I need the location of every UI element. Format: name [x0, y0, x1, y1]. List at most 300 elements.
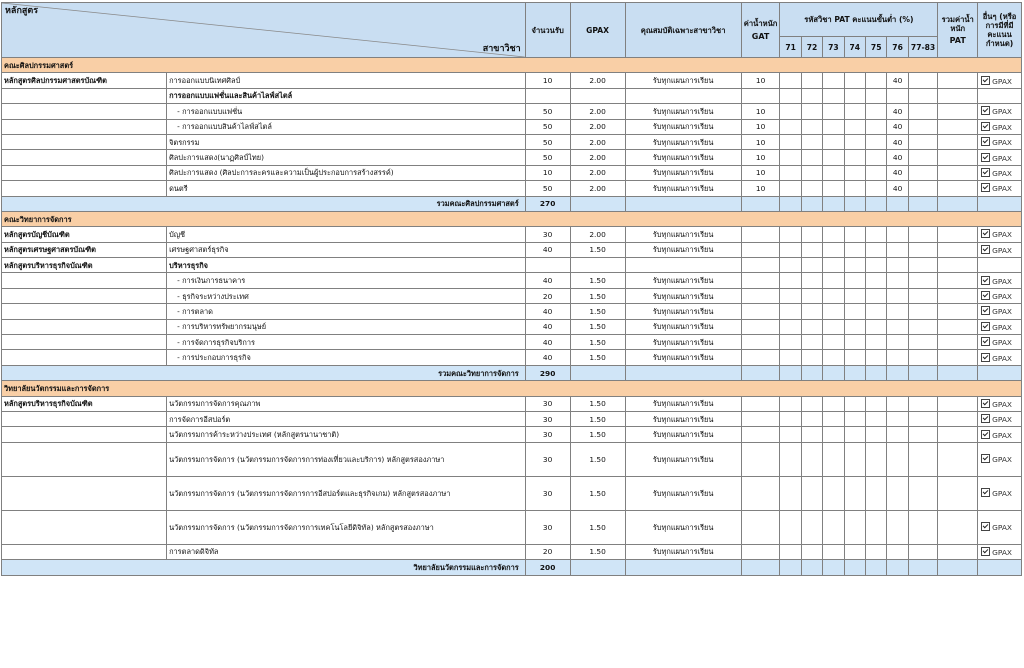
pat-cell: [844, 73, 865, 88]
pat-cell: [844, 350, 865, 365]
checkbox-checked-icon: [981, 229, 990, 238]
checkbox-checked-icon: [981, 399, 990, 408]
checkbox-checked-icon: [981, 430, 990, 439]
subtotal-empty: [801, 196, 822, 211]
gpax-cell: 1.50: [570, 335, 625, 350]
major-cell: ศิลปะการแสดง(นาฏศิลป์ไทย): [167, 150, 526, 165]
pat-76-cell: [887, 273, 908, 288]
pat-cell: [866, 288, 887, 303]
pat-cell: [780, 119, 801, 134]
pat-cell: [823, 319, 844, 334]
pat-cell: [844, 242, 865, 257]
qualification-cell: รับทุกแผนการเรียน: [625, 288, 741, 303]
pat-cell: [844, 134, 865, 149]
gpax-cell: 1.50: [570, 411, 625, 426]
major-cell: การออกแบบแฟชั่นและสินค้าไลฟ์สไตล์: [167, 88, 526, 103]
program-cell: หลักสูตรศิลปกรรมศาสตรบัณฑิต: [2, 73, 167, 88]
program-cell: [2, 150, 167, 165]
pat-cell: [801, 242, 822, 257]
pat-total-cell: [938, 411, 978, 426]
pat-cell: [908, 319, 938, 334]
pat-cell: [823, 396, 844, 411]
qualification-cell: [625, 258, 741, 273]
subtotal-empty: [780, 365, 801, 380]
subtotal-empty: [823, 196, 844, 211]
pat-code: 71: [780, 37, 801, 58]
pat-cell: [780, 304, 801, 319]
pat-cell: [908, 427, 938, 442]
gpax-cell: 1.50: [570, 350, 625, 365]
qualification-cell: รับทุกแผนการเรียน: [625, 104, 741, 119]
major-cell: การออกแบบนิเทศศิลป์: [167, 73, 526, 88]
pat-cell: [823, 442, 844, 476]
pat-cell: [801, 427, 822, 442]
program-cell: [2, 288, 167, 303]
subtotal-value: 200: [525, 560, 570, 575]
pat-cell: [780, 335, 801, 350]
gat-cell: [741, 442, 780, 476]
major-cell: - การออกแบบแฟชั่น: [167, 104, 526, 119]
pat-cell: [823, 273, 844, 288]
gpax-cell: 2.00: [570, 104, 625, 119]
seats-cell: 40: [525, 273, 570, 288]
qualification-cell: รับทุกแผนการเรียน: [625, 119, 741, 134]
table-row: [2, 73, 1022, 88]
major-cell: - การเงินการธนาคาร: [167, 273, 526, 288]
seats-cell: 30: [525, 427, 570, 442]
pat-cell: [908, 510, 938, 544]
table-row: [2, 304, 1022, 319]
pat-76-cell: [887, 258, 908, 273]
pat-cell: [908, 273, 938, 288]
checkbox-checked-icon: [981, 76, 990, 85]
subtotal-label: รวมคณะศิลปกรรมศาสตร์: [2, 196, 526, 211]
program-cell: [2, 350, 167, 365]
pat-cell: [908, 335, 938, 350]
pat-cell: [866, 396, 887, 411]
qualification-cell: รับทุกแผนการเรียน: [625, 319, 741, 334]
pat-cell: [780, 104, 801, 119]
pat-76-cell: [887, 544, 908, 559]
program-cell: [2, 88, 167, 103]
checkbox-checked-icon: [981, 122, 990, 131]
major-cell: บริหารธุรกิจ: [167, 258, 526, 273]
subtotal-value: 290: [525, 365, 570, 380]
pat-cell: [844, 442, 865, 476]
pat-cell: [866, 350, 887, 365]
pat-total-cell: [938, 510, 978, 544]
subtotal-row: [2, 196, 1022, 211]
qualification-cell: รับทุกแผนการเรียน: [625, 350, 741, 365]
major-cell: นวัตกรรมการจัดการ (นวัตกรรมการจัดการการท่องเที่ยวและบริการ) หลักสูตรสองภาษา: [167, 442, 526, 476]
pat-cell: [801, 73, 822, 88]
seats-cell: 50: [525, 104, 570, 119]
subtotal-empty: [741, 560, 780, 575]
pat-cell: [823, 258, 844, 273]
program-cell: หลักสูตรบริหารธุรกิจบัณฑิต: [2, 396, 167, 411]
program-cell: หลักสูตรเศรษฐศาสตรบัณฑิต: [2, 242, 167, 257]
pat-cell: [823, 181, 844, 196]
pat-cell: [844, 181, 865, 196]
subtotal-empty: [887, 560, 908, 575]
table-row: [2, 227, 1022, 242]
program-cell: หลักสูตรบริหารธุรกิจบัณฑิต: [2, 258, 167, 273]
subtotal-empty: [570, 365, 625, 380]
qualification-cell: รับทุกแผนการเรียน: [625, 396, 741, 411]
pat-76-cell: 40: [887, 181, 908, 196]
seats-cell: 30: [525, 510, 570, 544]
pat-cell: [866, 104, 887, 119]
pat-cell: [780, 510, 801, 544]
other-cell: [978, 73, 1022, 88]
table-row: [2, 165, 1022, 180]
qualification-cell: รับทุกแผนการเรียน: [625, 510, 741, 544]
pat-cell: [844, 88, 865, 103]
subtotal-empty: [625, 365, 741, 380]
checkbox-checked-icon: [981, 488, 990, 497]
pat-cell: [908, 350, 938, 365]
gpax-cell: [570, 258, 625, 273]
pat-total-cell: [938, 150, 978, 165]
seats-cell: 40: [525, 242, 570, 257]
table-row: [2, 350, 1022, 365]
program-cell: [2, 119, 167, 134]
other-cell: [978, 510, 1022, 544]
pat-total-cell: [938, 319, 978, 334]
pat-total-cell: [938, 288, 978, 303]
pat-cell: [866, 476, 887, 510]
faculty-row: [2, 58, 1022, 73]
pat-cell: [780, 73, 801, 88]
table-row: [2, 288, 1022, 303]
gat-cell: [741, 544, 780, 559]
pat-76-cell: 40: [887, 119, 908, 134]
gat-cell: [741, 304, 780, 319]
pat-cell: [908, 242, 938, 257]
pat-cell: [823, 350, 844, 365]
check-label: GPAX: [992, 138, 1012, 148]
pat-76-cell: [887, 427, 908, 442]
pat-cell: [844, 319, 865, 334]
major-cell: นวัตกรรมการจัดการคุณภาพ: [167, 396, 526, 411]
pat-cell: [866, 227, 887, 242]
subtotal-empty: [866, 196, 887, 211]
other-cell: [978, 442, 1022, 476]
pat-cell: [801, 442, 822, 476]
pat-cell: [780, 273, 801, 288]
pat-76-cell: 40: [887, 150, 908, 165]
pat-cell: [823, 227, 844, 242]
seats-cell: 10: [525, 73, 570, 88]
gat-cell: 10: [741, 181, 780, 196]
pat-cell: [823, 73, 844, 88]
checkbox-checked-icon: [981, 106, 990, 115]
major-cell: - การตลาด: [167, 304, 526, 319]
gat-cell: [741, 335, 780, 350]
subtotal-value: 270: [525, 196, 570, 211]
major-cell: นวัตกรรมการค้าระหว่างประเทศ (หลักสูตรนานาชาติ): [167, 427, 526, 442]
gpax-cell: 1.50: [570, 273, 625, 288]
pat-total-cell: [938, 88, 978, 103]
major-cell: - ธุรกิจระหว่างประเทศ: [167, 288, 526, 303]
qualification-cell: รับทุกแผนการเรียน: [625, 73, 741, 88]
pat-cell: [908, 119, 938, 134]
pat-cell: [780, 258, 801, 273]
program-cell: [2, 411, 167, 426]
pat-cell: [866, 335, 887, 350]
faculty-name: คณะวิทยาการจัดการ: [2, 211, 1022, 226]
subtotal-empty: [780, 196, 801, 211]
qualification-cell: รับทุกแผนการเรียน: [625, 335, 741, 350]
pat-76-cell: [887, 304, 908, 319]
gpax-header: GPAX: [570, 3, 625, 58]
checkbox-checked-icon: [981, 353, 990, 362]
seats-cell: [525, 258, 570, 273]
check-label: GPAX: [992, 489, 1012, 499]
seats-cell: 20: [525, 544, 570, 559]
gpax-cell: 2.00: [570, 150, 625, 165]
pat-cell: [844, 227, 865, 242]
pat-cell: [823, 544, 844, 559]
pat-76-cell: 40: [887, 73, 908, 88]
qualification-cell: รับทุกแผนการเรียน: [625, 411, 741, 426]
checkbox-checked-icon: [981, 322, 990, 331]
subtotal-label: วิทยาลัยนวัตกรรมและการจัดการ: [2, 560, 526, 575]
other-cell: [978, 304, 1022, 319]
table-row: [2, 104, 1022, 119]
major-cell: จิตรกรรม: [167, 134, 526, 149]
pat-76-cell: [887, 288, 908, 303]
pat-title-header: รหัสวิชา PAT คะแนนขั้นต่ำ (%): [780, 3, 938, 37]
subtotal-empty: [938, 196, 978, 211]
pat-cell: [908, 411, 938, 426]
gpax-cell: 2.00: [570, 165, 625, 180]
pat-code: 74: [844, 37, 865, 58]
subtotal-empty: [866, 560, 887, 575]
gat-cell: [741, 288, 780, 303]
gat-cell: [741, 427, 780, 442]
pat-total-cell: [938, 119, 978, 134]
gat-cell: 10: [741, 104, 780, 119]
other-cell: [978, 119, 1022, 134]
gat-cell: [741, 319, 780, 334]
check-label: GPAX: [992, 399, 1012, 409]
pat-cell: [801, 411, 822, 426]
qualification-cell: รับทุกแผนการเรียน: [625, 181, 741, 196]
pat-cell: [780, 165, 801, 180]
other-cell: [978, 396, 1022, 411]
pat-cell: [780, 242, 801, 257]
pat-total-cell: [938, 73, 978, 88]
checkbox-checked-icon: [981, 291, 990, 300]
gpax-cell: 1.50: [570, 476, 625, 510]
gpax-cell: 2.00: [570, 181, 625, 196]
table-body: [2, 58, 1022, 576]
gat-cell: [741, 88, 780, 103]
pat-76-cell: [887, 396, 908, 411]
pat-cell: [801, 476, 822, 510]
program-cell: หลักสูตรบัญชีบัณฑิต: [2, 227, 167, 242]
major-cell: - การบริหารทรัพยากรมนุษย์: [167, 319, 526, 334]
major-cell: - การจัดการธุรกิจบริการ: [167, 335, 526, 350]
pat-cell: [823, 427, 844, 442]
program-cell: [2, 304, 167, 319]
major-cell: - การออกแบบสินค้าไลฟ์สไตล์: [167, 119, 526, 134]
subtotal-empty: [908, 560, 938, 575]
subtotal-empty: [938, 365, 978, 380]
pat-cell: [866, 427, 887, 442]
table-row: [2, 411, 1022, 426]
subtotal-empty: [887, 365, 908, 380]
subtotal-empty: [625, 560, 741, 575]
pat-cell: [866, 181, 887, 196]
pat-cell: [801, 304, 822, 319]
qualification-cell: รับทุกแผนการเรียน: [625, 427, 741, 442]
other-cell: [978, 273, 1022, 288]
pat-cell: [908, 288, 938, 303]
check-label: GPAX: [992, 415, 1012, 425]
table-row: [2, 273, 1022, 288]
pat-cell: [823, 134, 844, 149]
pat-total-cell: [938, 476, 978, 510]
subtotal-empty: [780, 560, 801, 575]
program-cell: [2, 104, 167, 119]
pat-cell: [844, 510, 865, 544]
table-row: [2, 544, 1022, 559]
check-label: GPAX: [992, 307, 1012, 317]
pat-cell: [780, 319, 801, 334]
other-cell: [978, 181, 1022, 196]
checkbox-checked-icon: [981, 522, 990, 531]
gpax-cell: 2.00: [570, 73, 625, 88]
gat-cell: 10: [741, 165, 780, 180]
pat-total-cell: [938, 181, 978, 196]
other-cell: [978, 350, 1022, 365]
pat-cell: [844, 165, 865, 180]
pat-cell: [908, 227, 938, 242]
pat-cell: [908, 396, 938, 411]
pat-cell: [866, 73, 887, 88]
check-label: GPAX: [992, 230, 1012, 240]
pat-cell: [866, 304, 887, 319]
table-row: [2, 119, 1022, 134]
gpax-cell: 1.50: [570, 427, 625, 442]
subtotal-empty: [978, 196, 1022, 211]
seats-cell: 40: [525, 335, 570, 350]
check-label: GPAX: [992, 276, 1012, 286]
subtotal-empty: [908, 196, 938, 211]
program-cell: [2, 476, 167, 510]
subtotal-empty: [978, 560, 1022, 575]
pat-cell: [866, 242, 887, 257]
qualification-cell: รับทุกแผนการเรียน: [625, 304, 741, 319]
checkbox-checked-icon: [981, 153, 990, 162]
pat-total-cell: [938, 335, 978, 350]
pat-76-cell: 40: [887, 104, 908, 119]
pat-cell: [801, 165, 822, 180]
qualification-cell: รับทุกแผนการเรียน: [625, 242, 741, 257]
major-cell: บัญชี: [167, 227, 526, 242]
pat-cell: [801, 544, 822, 559]
qualification-cell: รับทุกแผนการเรียน: [625, 273, 741, 288]
pat-cell: [908, 181, 938, 196]
check-label: GPAX: [992, 455, 1012, 465]
pat-cell: [823, 335, 844, 350]
pat-cell: [844, 288, 865, 303]
major-cell: นวัตกรรมการจัดการ (นวัตกรรมการจัดการการอีสปอร์ตและธุรกิจเกม) หลักสูตรสองภาษา: [167, 476, 526, 510]
table-row: [2, 134, 1022, 149]
subtotal-empty: [801, 560, 822, 575]
other-cell: [978, 227, 1022, 242]
pat-76-cell: [887, 88, 908, 103]
subtotal-label: รวมคณะวิทยาการจัดการ: [2, 365, 526, 380]
check-label: GPAX: [992, 547, 1012, 557]
gat-cell: [741, 258, 780, 273]
table-row: [2, 150, 1022, 165]
check-label: GPAX: [992, 338, 1012, 348]
pat-code: 72: [801, 37, 822, 58]
major-cell: - การประกอบการธุรกิจ: [167, 350, 526, 365]
pat-total-cell: [938, 227, 978, 242]
check-label: GPAX: [992, 153, 1012, 163]
pat-76-cell: [887, 242, 908, 257]
pat-cell: [908, 165, 938, 180]
major-cell: ดนตรี: [167, 181, 526, 196]
seats-cell: 30: [525, 396, 570, 411]
pat-cell: [780, 427, 801, 442]
other-cell: [978, 104, 1022, 119]
other-cell: [978, 242, 1022, 257]
qualification-cell: รับทุกแผนการเรียน: [625, 165, 741, 180]
checkbox-checked-icon: [981, 306, 990, 315]
pat-cell: [844, 273, 865, 288]
other-cell: [978, 165, 1022, 180]
pat-cell: [823, 242, 844, 257]
subtotal-empty: [938, 560, 978, 575]
pat-cell: [780, 134, 801, 149]
pat-total-cell: [938, 442, 978, 476]
pat-cell: [801, 181, 822, 196]
gpax-cell: 1.50: [570, 442, 625, 476]
pat-76-cell: [887, 411, 908, 426]
pat-cell: [908, 544, 938, 559]
subtotal-empty: [844, 196, 865, 211]
subtotal-row: [2, 365, 1022, 380]
pat-cell: [844, 411, 865, 426]
pat-total-cell: [938, 134, 978, 149]
gpax-cell: 1.50: [570, 288, 625, 303]
seats-header: จำนวนรับ: [525, 3, 570, 58]
seats-cell: 30: [525, 411, 570, 426]
pat-cell: [823, 510, 844, 544]
check-label: GPAX: [992, 353, 1012, 363]
qualification-cell: รับทุกแผนการเรียน: [625, 442, 741, 476]
program-cell: [2, 510, 167, 544]
pat-code: 75: [866, 37, 887, 58]
pat-cell: [908, 150, 938, 165]
seats-cell: 40: [525, 304, 570, 319]
pat-cell: [780, 150, 801, 165]
major-cell: ศิลปะการแสดง (ศิลปะการละครและความเป็นผู้ประกอบการสร้างสรรค์): [167, 165, 526, 180]
gpax-cell: [570, 88, 625, 103]
pat-cell: [844, 304, 865, 319]
pat-76-cell: [887, 442, 908, 476]
other-cell: [978, 335, 1022, 350]
subtotal-empty: [844, 560, 865, 575]
program-cell: [2, 134, 167, 149]
qualification-cell: รับทุกแผนการเรียน: [625, 476, 741, 510]
pat-cell: [801, 119, 822, 134]
